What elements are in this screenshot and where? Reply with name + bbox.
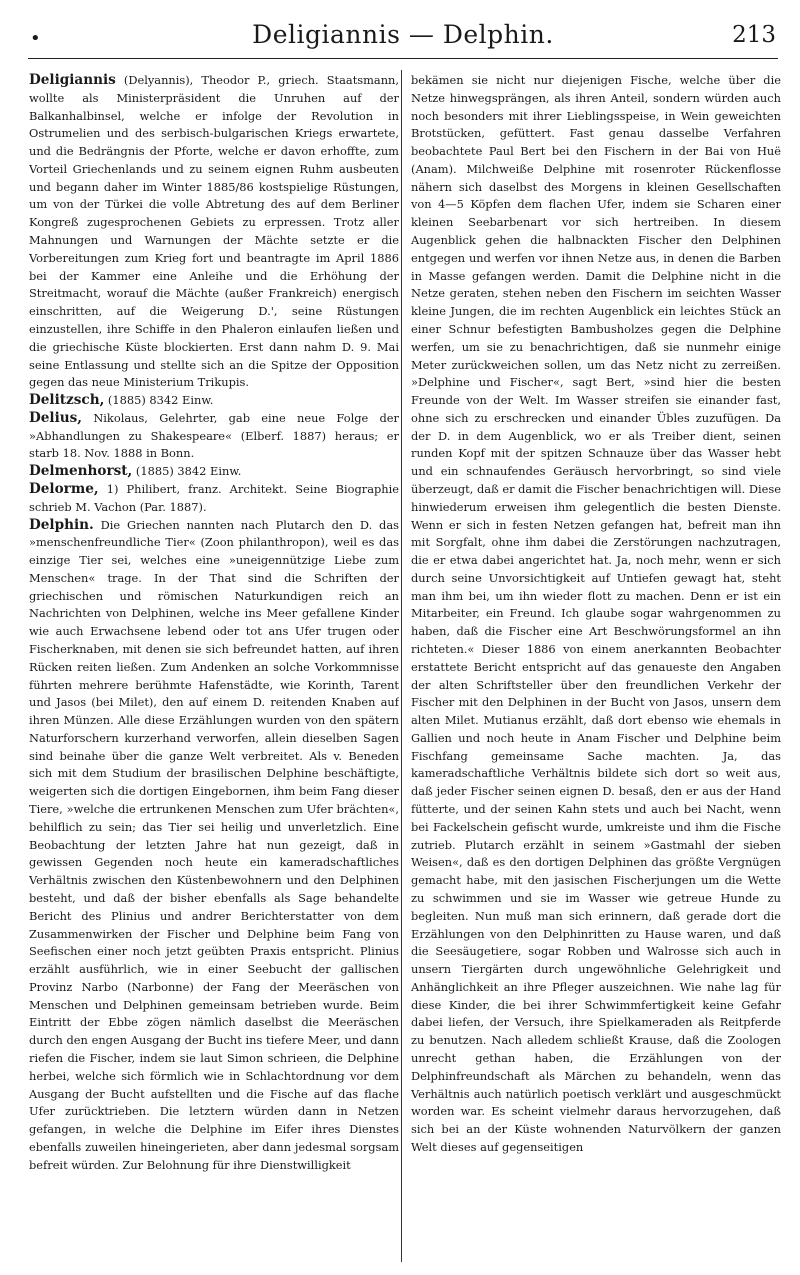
entry-keyword: Delius, bbox=[29, 409, 83, 426]
header-dot: • bbox=[30, 28, 41, 49]
entry-keyword: Delmenhorst, bbox=[29, 463, 133, 480]
entry-delphin bbox=[29, 517, 399, 1175]
entry-keyword: Delorme, bbox=[29, 480, 99, 497]
entry-delorme bbox=[29, 481, 399, 517]
entry-keyword: Delphin. bbox=[29, 516, 94, 533]
entry-keyword: Delitzsch, bbox=[29, 392, 105, 409]
header-rule bbox=[28, 58, 778, 59]
left-column bbox=[29, 72, 399, 1262]
entry-deligiannis bbox=[29, 72, 399, 392]
page-header bbox=[30, 14, 776, 54]
entry-keyword: Deligiannis bbox=[29, 72, 116, 88]
entry-text: bekämen sie nicht nur diejenigen Fische, welche über die Netze hinwegsprängen, als ihren Anteil, sondern würden auch noch besonders mit ihrer Lieblingsspeise, in Wein geweichten Brotstücken, gefüttert. Fast genau dasselbe Verfahren beobachtete Paul Bert bei den Fischern in der Bai von Huë (Anam). Milchweiße Delphine mit rosenroter Rückenflosse nähern sich daselbst des Morgens in kleinen Gesellschaften von 4—5 Köpfen dem flachen Ufer, indem sie Scharen einer kleinen Seebarbenart vor sich hertreiben. In diesem Augenblick gehen die halbnackten Fischer den Delphinen entgegen und werfen vor ihnen Netze aus, in denen die Barben in Masse gefangen werden. Damit die Delphine nicht in die Netze geraten, stehen neben den Fischern im seichten Wasser kleine Jungen, die im rechten Augenblick ein leichtes Stück an einer Schnur befestigten Bambusholzes gegen die Delphine werfen, um sie zu benachrichtigen, daß sie nunmehr einige Meter zurückweichen sollen, um das Netz nicht zu zerreißen. »Delphine und Fischer«, sagt Bert, »sind hier die besten Freunde von der Welt. Im Wasser streifen sie einander fast, ohne sich zu erschrecken und einander Übles zuzufügen. Da der D. in dem Augenblick, wo er als Treiber dient, seinen runden Kopf mit der spitzen Schnauze über das Wasser hebt und ein schnaufendes Geräusch hervorbringt, so sind viele überzeugt, daß er damit die Fischer benachrichtigen will. Diese hinwiederum erweisen ihm gelegentlich die besten Dienste. Wenn er sich in festen Netzen gefangen hat, befreit man ihn mit Sorgfalt, ohne ihm dabei die Zerstörungen nachzutragen, die er etwa dabei angerichtet hat. Ja, noch mehr, wenn er sich durch seine Unvorsichtigkeit auf Untiefen gewagt hat, steht man ihm bei, um ihn wieder flott zu machen. Denn er ist ein Mitarbeiter, ein Freund. Ich glaube sogar wahrgenommen zu haben, daß die Fischer eine Art Beschwörungsformel an ihn richteten.« Dieser 1886 von einem anerkannten Beobachter erstattete Bericht entspricht auf das genaueste den Angaben der alten Schriftsteller über den freundlichen Verkehr der Fischer mit den Delphinen in der Bucht von Jasos, unsern dem alten Milet. Mutianus erzählt, daß dort ebenso wie ehemals in Gallien und noch heute in Anam Fischer und Delphine beim Fischfang gemeinsame Sache machten. Ja, das kameradschaftliche Verhältnis bildete sich dort so weit aus, daß jeder Fischer seinen eignen D. besaß, den er aus der Hand fütterte, und der seinen Kahn stets und auch bei Nacht, wenn bei Fackelschein gefischt wurde, umkreiste und ihm die Fische zutrieb. Plutarch erzählt in seinem »Gastmahl der sieben Weisen«, daß es den dortigen Delphinen das größte Vergnügen gemacht habe, mit den jasischen Fischerjungen um die Wette zu schwimmen und sie im Wasser wie getreue Hunde zu begleiten. Nun muß man sich erinnern, daß gerade dort die Erzählungen von den Delphinritten zu Hause waren, und daß die Seesäugetiere, sogar Robben und Walrosse sich auch in unsern Tiergärten durch ungewöhnliche Gelehrigkeit und Anhänglichkeit an ihre Pfleger auszeichnen. Wie nahe lag für diese Kinder, die bei ihrer Schwimmfertigkeit keine Gefahr dabei liefen, der Versuch, ihre Spielkameraden als Reitpferde zu benutzen. Nach alledem schließt Krause, daß die Zoologen unrecht gethan haben, die Erzählungen von der Delphinfreundschaft als Märchen zu behandeln, wenn das Verhältnis auch natürlich poetisch verklärt und ausgeschmückt worden war. Es scheint vielmehr daraus hervorzugehen, daß sich bei an der Küste wohnenden Naturvölkern der ganzen Welt dieses auf gegenseitigen bbox=[411, 73, 781, 1154]
entry-text: (1885) 3842 Einw. bbox=[132, 464, 242, 479]
entry-text: 1) Philibert, franz. Architekt. Seine Biographie schrieb M. Vachon (Par. 1887). bbox=[29, 481, 399, 514]
entry-delius bbox=[29, 410, 399, 463]
entry-text: (Delyannis), Theodor P., griech. Staatsmann, wollte als Ministerpräsident die Unruhen auf der Balkanhalbinsel, welche er infolge der Revolution in Ostrumelien und des serbisch-bulgarischen Kriegs erwartete, und die Bedrängnis der Pforte, welche er davon erhoffte, zum Vorteil Griechenlands und zu seinem eignen Ruhm ausbeuten und begann daher im Winter 1885/86 kostspielige Rüstungen, um von der Türkei die volle Abtretung des auf dem Berliner Kongreß zugesprochenen Gebiets zu erpressen. Trotz aller Mahnungen und Warnungen der Mächte setzte er die Vorbereitungen zum Krieg fort und beantragte im April 1886 bei der Kammer eine Anleihe und die Erhöhung der Streitmacht, worauf die Mächte (außer Frankreich) energisch einschritten, auf die Weigerung D.', seine Rüstungen einzustellen, ihre Schiffe in den Phaleron einlaufen ließen und die griechische Küste blockierten. Erst dann nahm D. 9. Mai seine Entlassung und stellte sich an die Spitze der Opposition gegen das neue Ministerium Trikupis. bbox=[29, 73, 399, 390]
entry-delitzsch bbox=[29, 392, 399, 410]
entry-text: Die Griechen nannten nach Plutarch den D. das »menschenfreundliche Tier« (Zoon philanthropon), weil es das einzige Tier sei, welches eine »uneigennützige Liebe zum Menschen« trage. In der That sind die Schriften der griechischen und römischen Naturkundigen reich an Nachrichten von Delphinen, welche ins Meer gefallene Kinder wie auch Erwachsene lebend oder tot ans Ufer trugen oder Fischerknaben, mit denen sie sich befreundet hatten, auf ihren Rücken reiten ließen. Zum Andenken an solche Vorkommnisse führten mehrere berühmte Hafenstädte, wie Korinth, Tarent und Jasos (bei Milet), den auf einem D. reitenden Knaben auf ihren Münzen. Alle diese Erzählungen wurden von den spätern Naturforschern kurzerhand verworfen, allein dieselben Sagen sind beinahe über die ganze Welt verbreitet. Als v. Beneden sich mit dem Studium der brasilischen Delphine beschäftigte, weigerten sich die dortigen Eingebornen, ihm beim Fang dieser Tiere, »welche die ertrunkenen Menschen zum Ufer brächten«, behilflich zu sein; das Tier sei heilig und unverletzlich. Eine Beobachtung der letzten Jahre hat nun gezeigt, daß in gewissen Gegenden noch heute ein kameradschaftliches Verhältnis zwischen den Küstenbewohnern und den Delphinen besteht, und daß der bisher ebenfalls als Sage behandelte Bericht des Plinius und andrer Berichterstatter von dem Zusammenwirken der Fischer und Delphine beim Fang von Seefischen einer noch jetzt geübten Praxis entspricht. Plinius erzählt ausführlich, wie in einer Seebucht der gallischen Provinz Narbo (Narbonne) der Fang der Meeräschen von Menschen und Delphinen gemeinsam betrieben wurde. Beim Eintritt der Ebbe zögen nämlich daselbst die Meeräschen durch den engen Ausgang der Bucht ins tiefere Meer, und dann riefen die Fischer, indem sie laut Simon schrieen, die Delphine herbei, welche sich förmlich wie in Schlachtordnung vor dem Ausgang der Bucht aufstellten und die Fische auf das flache Ufer zurücktrieben. Die letztern würden dann in Netzen gefangen, in welche die Delphine im Eifer ihres Dienstes ebenfalls zuweilen hineingerieten, aber dann jedesmal sorgsam befreit würden. Zur Belohnung für ihre Dienstwilligkeit bbox=[29, 517, 399, 1172]
right-column bbox=[411, 72, 781, 1262]
entry-delmenhorst bbox=[29, 463, 399, 481]
page-number: 213 bbox=[732, 22, 776, 48]
column-divider bbox=[401, 70, 402, 1262]
running-title: Deligiannis — Delphin. bbox=[252, 20, 554, 49]
entry-text: Nikolaus, Gelehrter, gab eine neue Folge der »Abhandlungen zu Shakespeare« (Elberf. 1887) heraus; er starb 18. Nov. 1888 in Bonn. bbox=[29, 410, 399, 461]
entry-delphin-continued bbox=[411, 72, 781, 1157]
entry-text: (1885) 8342 Einw. bbox=[104, 393, 214, 408]
